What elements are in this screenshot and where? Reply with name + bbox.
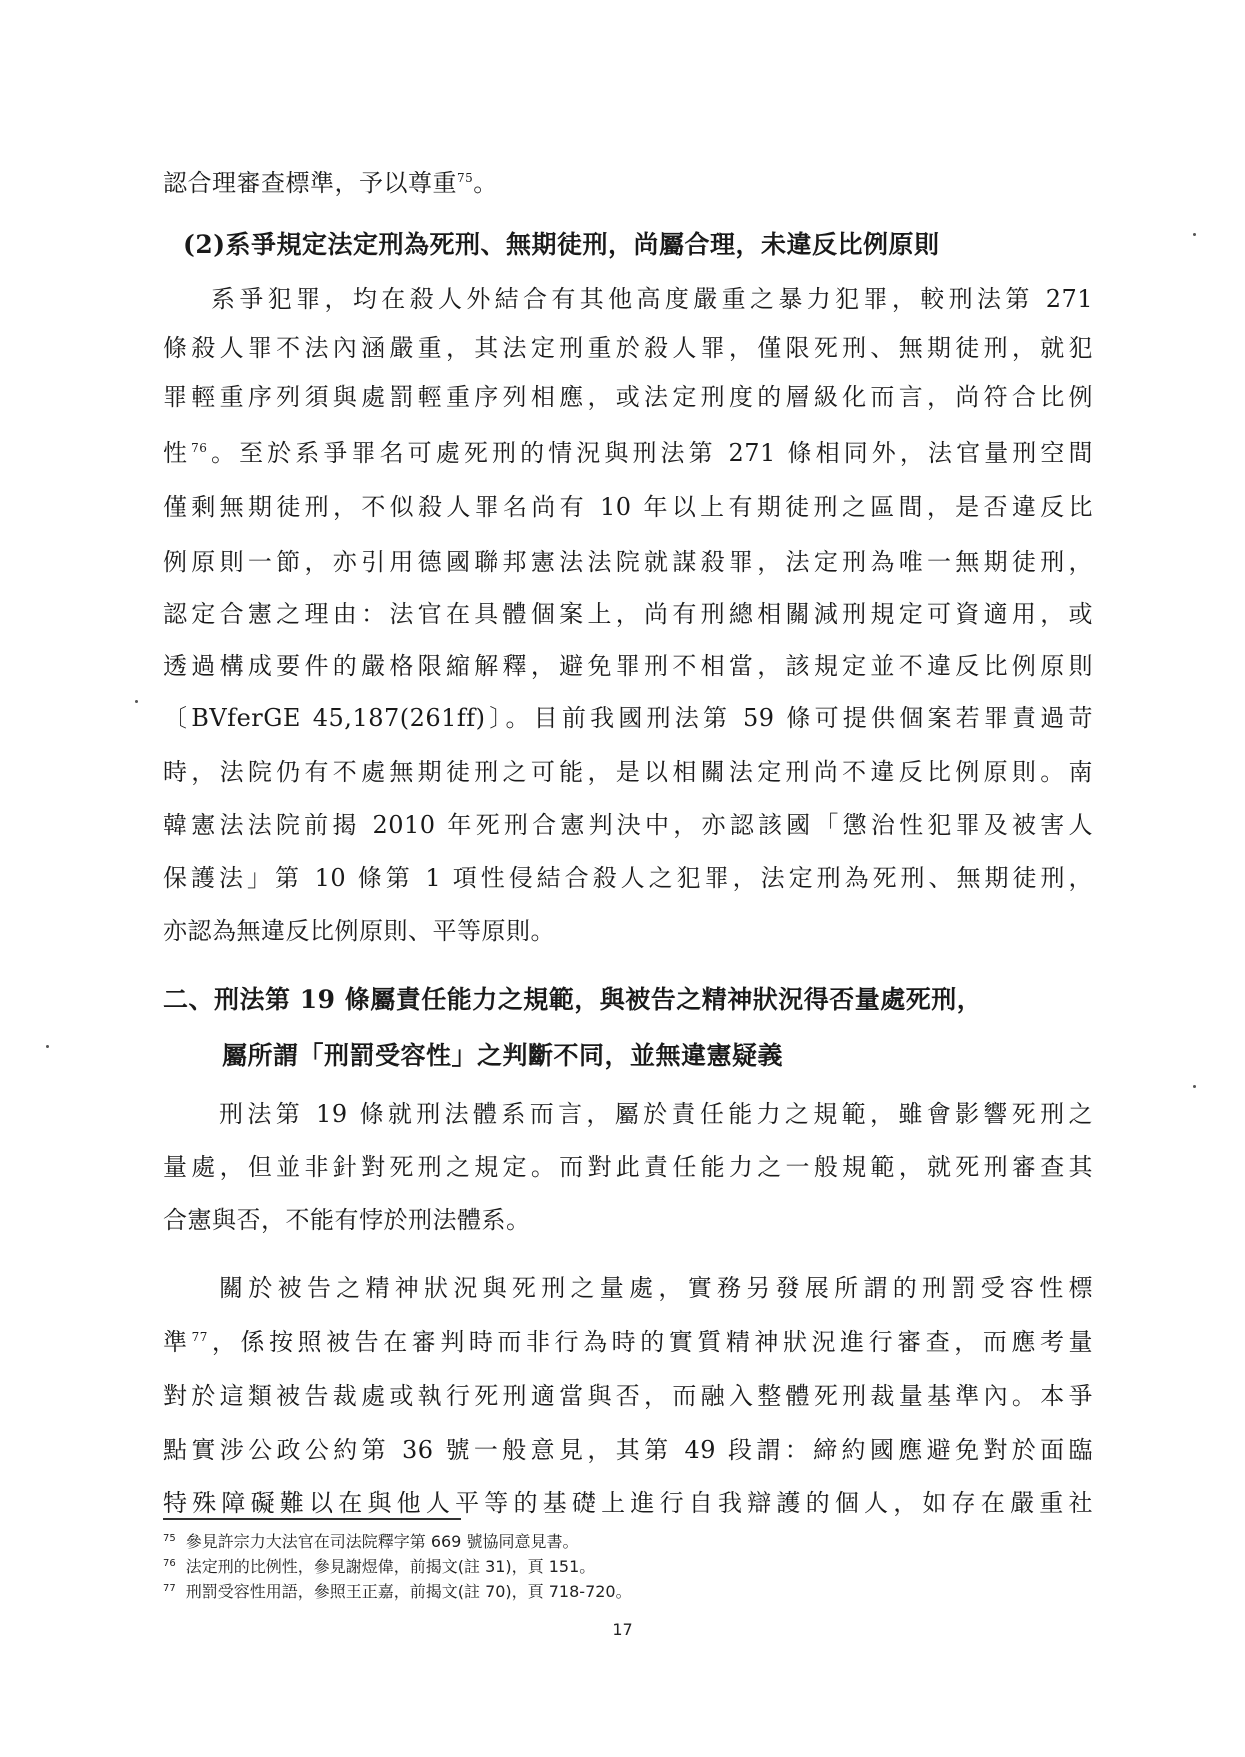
section-heading-2: 二、刑法第 19 條屬責任能力之規範，與被告之精神狀況得否量處死刑，	[163, 985, 983, 1014]
continuation-line	[163, 168, 498, 198]
footnote-text: 刑罰受容性用語，參照王正嘉，前揭文(註 70)，頁 718-720。	[185, 1582, 632, 1601]
paragraph-line: 亦認為無違反比例原則、平等原則。	[163, 917, 555, 945]
text-run: 。至於系爭罪名可處死刑的情況與刑法第 271 條相同外，法官量刑空間	[207, 439, 1093, 467]
paragraph-line: 關於被告之精神狀況與死刑之量處，實務另發展所謂的刑罰受容性標	[219, 1274, 1093, 1302]
footnote-number: 76	[163, 1557, 176, 1569]
footnote-75	[163, 1532, 578, 1552]
paragraph-line: 保護法」第 10 條第 1 項性侵結合殺人之犯罪，法定刑為死刑、無期徒刑，	[163, 864, 1093, 892]
scan-speck	[1193, 233, 1196, 236]
text-run: 性	[163, 439, 192, 467]
scan-speck	[135, 700, 138, 703]
paragraph-line: 例原則一節，亦引用德國聯邦憲法法院就謀殺罪，法定刑為唯一無期徒刑，	[163, 548, 1093, 576]
paragraph-line: 合憲與否，不能有悖於刑法體系。	[163, 1206, 531, 1234]
paragraph-line: 認定合憲之理由：法官在具體個案上，尚有刑總相關減刑規定可資適用，或	[163, 600, 1093, 628]
paragraph-line: 僅剩無期徒刑，不似殺人罪名尚有 10 年以上有期徒刑之區間，是否違反比	[163, 493, 1093, 521]
paragraph-line: 時，法院仍有不處無期徒刑之可能，是以相關法定刑尚不違反比例原則。南	[163, 758, 1093, 786]
footnote-separator	[163, 1518, 461, 1520]
paragraph-line: 韓憲法法院前揭 2010 年死刑合憲判決中，亦認該國「懲治性犯罪及被害人	[163, 811, 1093, 839]
paragraph-line: 刑法第 19 條就刑法體系而言，屬於責任能力之規範，雖會影響死刑之	[219, 1100, 1093, 1128]
paragraph-line: 點實涉公政公約第 36 號一般意見，其第 49 段謂：締約國應避免對於面臨	[163, 1436, 1093, 1464]
paragraph-line: 對於這類被告裁處或執行死刑適當與否，而融入整體死刑裁量基準內。本爭	[163, 1382, 1093, 1410]
footnote-ref-75: 75	[457, 171, 474, 185]
text-run: 。	[473, 169, 498, 197]
paragraph-line: 系爭犯罪，均在殺人外結合有其他高度嚴重之暴力犯罪，較刑法第 271	[211, 285, 1093, 313]
paragraph-line: 〔BVferGE 45,187(261ff)〕。目前我國刑法第 59 條可提供個案若罪責過苛	[163, 704, 1093, 732]
footnote-number: 77	[163, 1582, 176, 1594]
paragraph-line	[163, 438, 1093, 468]
text-run: 準	[163, 1328, 192, 1356]
footnote-text: 參見許宗力大法官在司法院釋字第 669 號協同意見書。	[185, 1532, 579, 1551]
scan-speck	[1193, 1085, 1196, 1088]
paragraph-line: 透過構成要件的嚴格限縮解釋，避免罪刑不相當，該規定並不違反比例原則	[163, 652, 1093, 680]
paragraph-line: 量處，但並非針對死刑之規定。而對此責任能力之一般規範，就死刑審查其	[163, 1153, 1093, 1181]
footnote-text: 法定刑的比例性，參見謝煜偉，前揭文(註 31)，頁 151。	[185, 1557, 596, 1576]
subheading-2: (2)系爭規定法定刑為死刑、無期徒刑，尚屬合理，未違反比例原則	[183, 230, 940, 259]
paragraph-line	[163, 1327, 1093, 1357]
paragraph-line: 條殺人罪不法內涵嚴重，其法定刑重於殺人罪，僅限死刑、無期徒刑，就犯	[163, 334, 1093, 362]
page-number: 17	[612, 1620, 633, 1639]
footnote-76	[163, 1557, 595, 1577]
scan-speck	[46, 1045, 49, 1048]
footnote-number: 75	[163, 1532, 176, 1544]
text-run: 認合理審查標準，予以尊重	[163, 169, 457, 197]
footnote-ref-77: 77	[191, 1330, 208, 1344]
paragraph-line: 特殊障礙難以在與他人平等的基礎上進行自我辯護的個人，如存在嚴重社	[163, 1489, 1093, 1517]
text-run: ，係按照被告在審判時而非行為時的實質精神狀況進行審查，而應考量	[207, 1328, 1094, 1356]
footnote-ref-76: 76	[191, 441, 208, 455]
footnote-77	[163, 1582, 632, 1602]
paragraph-line: 罪輕重序列須與處罰輕重序列相應，或法定刑度的層級化而言，尚符合比例	[163, 383, 1093, 411]
section-heading-2-cont: 屬所謂「刑罰受容性」之判斷不同，並無違憲疑義	[222, 1041, 784, 1070]
